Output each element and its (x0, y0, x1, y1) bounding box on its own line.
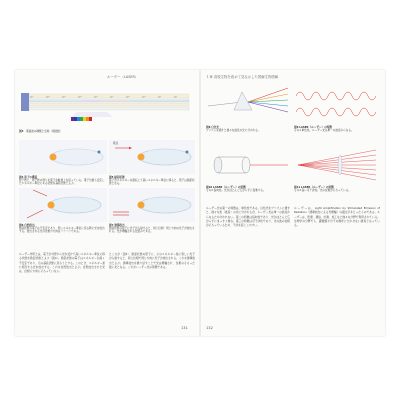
fig4-text: 原子核と、原子核の周りを電子が軌道上を回っている。電子が最も安定したエネルギー準位にある状態を基底状態とよぶ。 (19, 179, 105, 186)
coherence-diagram (294, 146, 380, 184)
fig6-title: 自然放出 (24, 224, 35, 227)
fig8-title: 白色光 (211, 126, 220, 129)
fig9-caption (294, 126, 380, 132)
fig6-image (19, 188, 107, 222)
stimulated-emission-diagram (109, 188, 195, 222)
fig5-title: 励起状態 (114, 176, 125, 179)
fig5-absorb-label: 吸収 (113, 142, 119, 145)
fig11-title: LASER（ルーザー）の特徴 (301, 186, 334, 189)
fig4-caption (19, 176, 107, 186)
left-body-col1: ルーザー作用とは、電子が外部から光を受けて高いエネルギー準位に移る状態を励起状態とよぶ（図4）。励起状態の電子はエネルギーが高く不安定であり、元の基底状態に戻ろうとする。このとき、エネルギー差に相当する光を放出する。これを自然放出とよぶ。自然放出された光は、位相も方向もそろっていない。 (19, 252, 105, 274)
svg-text:10¹⁸: 10¹⁸ (78, 96, 82, 99)
prism-diagram (206, 84, 290, 124)
fig8-label: 図8 (206, 126, 211, 129)
fig11-label: 図11 (294, 186, 301, 189)
fig4-image (19, 140, 107, 174)
fig3-text: 電磁波の種類と名称（周波数） (26, 130, 63, 133)
fig7-text: 励起状態の原子に光子が入射すると、同じ位相・同じ方向の光子が放出される。光が増幅される仕組みである。 (109, 227, 195, 234)
right-page-number: 132 (206, 326, 213, 330)
fig10-image (206, 146, 290, 184)
fig9-title: LASER（ルーザー）の特徴 (299, 126, 332, 129)
fig8-text: プリズムを通すと様々な波長の光に分かれる。 (206, 129, 261, 133)
svg-text:10¹⁰: 10¹⁰ (142, 96, 146, 99)
svg-text:10¹²: 10¹² (126, 96, 130, 99)
svg-text:10¹⁴: 10¹⁴ (110, 96, 114, 99)
fig8-image (206, 84, 290, 124)
fig11-image (294, 146, 380, 184)
spectrum-chart (21, 88, 191, 128)
atom-diagram (19, 140, 107, 174)
left-running-head: ルーザー（LASER） (107, 75, 139, 79)
fig5-caption (109, 176, 195, 186)
fig8-caption (206, 126, 290, 132)
fig9-image (294, 84, 380, 124)
fig4-label: 図4 (19, 176, 24, 179)
svg-text:10⁸: 10⁸ (158, 96, 162, 99)
laser-tube-diagram (206, 146, 290, 184)
left-page (15, 70, 200, 336)
left-body-col2: ところが（図5）、励起状態の原子に、そのエネルギー差に等しい光子が入射すると、同じ位相で同じ方向に光子が放出される。これを誘導放出とよぶ。誘導放出を繰り返すことで光は増幅され、位相のそろった強い光となる。これがレーザー光の原理である。 (109, 252, 195, 269)
right-running-head: １章 高校生物を改めて見なおした図解生物図解 (206, 75, 279, 79)
fig3-label: 図3 (19, 130, 24, 133)
excitation-diagram (109, 140, 195, 174)
right-body-col1: ルーザー光の第一の特徴は、単色性である。白色光をプリズムに通すと、様々な色（波長）の光に分かれるが、ルーザー光は単一の波長からなるため分かれない。第二の特徴は指向性であり、光がほとんど広がらずにまっすぐ進む。第三の特徴は可干渉性であり、光の波の位相がそろっているため、干渉を起こしやすい。 (206, 206, 290, 228)
fig4-title: 原子の構造 (24, 176, 38, 179)
fig7-caption (109, 224, 195, 234)
fig11-text: その3 高い可干渉性。光の位相がそろっている。 (294, 189, 351, 193)
fig10-label: 図10 (206, 186, 213, 189)
fig5-label: 図5 (109, 176, 114, 179)
fig10-title: LASER（ルーザー）の特徴 (213, 186, 246, 189)
svg-text:10⁶: 10⁶ (174, 96, 178, 99)
spectrum-figure (21, 88, 191, 128)
fig6-text: 励起状態の電子は不安定であり、低いエネルギー準位に戻る際に光を放出する。放出される光の位相や方向はバラバラである。 (19, 227, 105, 234)
fig11-caption (294, 186, 380, 192)
fig9-text: その1 単色性。ルーザー光は単一の波長からなる。 (294, 129, 354, 133)
fig10-caption (206, 186, 290, 192)
fig7-image (109, 188, 195, 222)
left-page-number: 131 (181, 326, 188, 330)
fig7-label: 図7 (109, 224, 114, 227)
fig5-text: 電子がエネルギーを吸収して高いエネルギー準位に移ると、原子は励起状態となる。 (109, 179, 195, 186)
svg-text:10²⁰: 10²⁰ (62, 96, 66, 99)
svg-text:10²²: 10²² (46, 96, 50, 99)
fig6-label: 図6 (19, 224, 24, 227)
fig9-label: 図9 (294, 126, 299, 129)
svg-text:10²⁴: 10²⁴ (30, 96, 34, 99)
fig5-image (109, 140, 195, 174)
fig7-title: 誘導放出 (114, 224, 125, 227)
wave-diagram (294, 84, 380, 124)
fig3-caption (19, 130, 189, 133)
right-page (200, 70, 385, 336)
spontaneous-emission-diagram (19, 188, 107, 222)
book-spread (15, 70, 385, 336)
right-body-col2: ルーザーは、Light Amplification by Stimulated Emission of Radiation（誘導放出による光増幅）の頭文字をとったものである。ルーザーは、医療、通信、計測、加工など様々な分野で利用されている。生物学の分野でも、顕微鏡や分子の操作に欠かせない道具となっている。 (294, 206, 380, 228)
svg-text:10¹⁶: 10¹⁶ (94, 96, 98, 99)
fig10-text: その2 指向性。光がほとんど広がらずに直進する。 (206, 189, 266, 193)
fig6-caption (19, 224, 107, 234)
